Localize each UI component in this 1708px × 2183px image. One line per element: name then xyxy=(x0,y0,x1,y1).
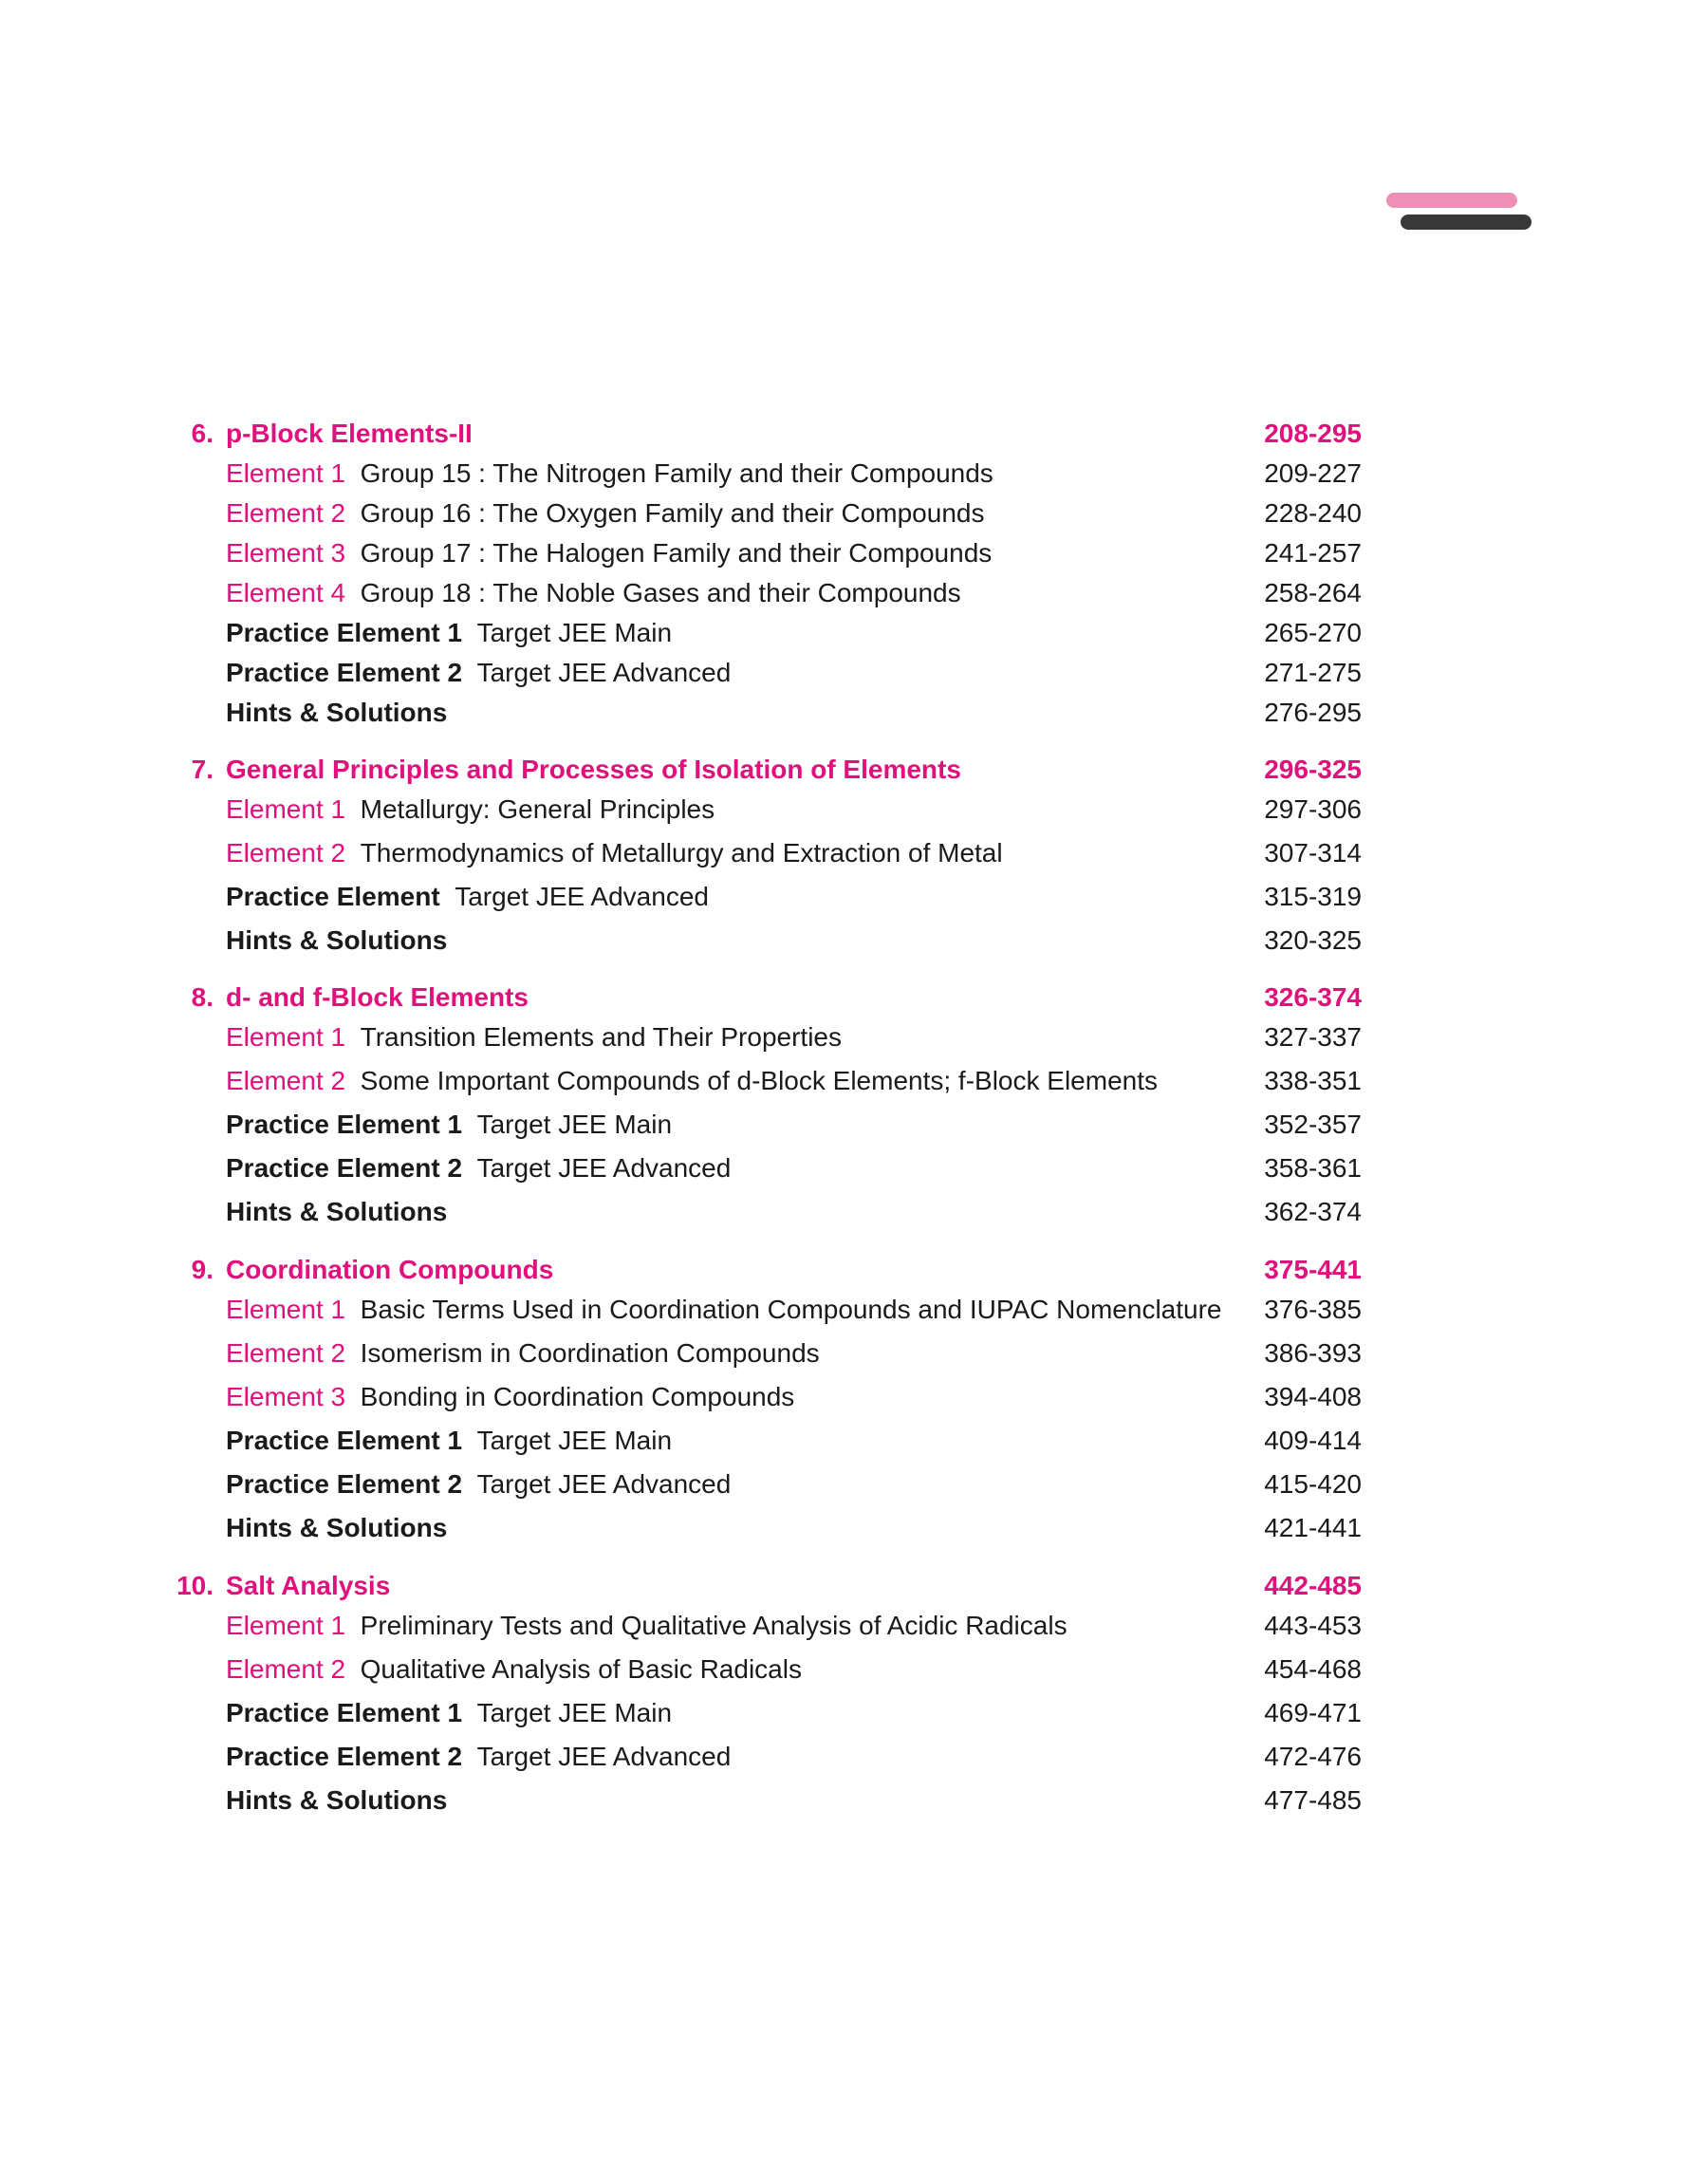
toc-entry-label xyxy=(226,1738,731,1776)
toc-entry[interactable] xyxy=(0,1018,1708,1056)
toc-entry-tag: Hints & Solutions xyxy=(226,1197,448,1226)
toc-entry-text: Target JEE Main xyxy=(476,1698,673,1727)
toc-entry[interactable] xyxy=(0,1422,1708,1460)
toc-entry[interactable] xyxy=(0,694,1708,732)
toc-entry-tag: Practice Element xyxy=(226,882,440,911)
toc-entry-page-range: 271-275 xyxy=(1264,658,1362,687)
toc-entry-page-range: 415-420 xyxy=(1264,1469,1362,1499)
toc-entry[interactable] xyxy=(0,1106,1708,1144)
toc-entry-tag: Practice Element 2 xyxy=(226,1153,463,1183)
toc-entry-page-range: 469-471 xyxy=(1264,1698,1362,1727)
toc-entry[interactable] xyxy=(0,922,1708,960)
toc-entry-label xyxy=(226,1651,802,1689)
toc-entry-text: Qualitative Analysis of Basic Radicals xyxy=(360,1654,802,1684)
toc-entry[interactable] xyxy=(0,1334,1708,1372)
toc-entry-label xyxy=(226,922,447,960)
chapter-title: p-Block Elements-II xyxy=(226,419,473,448)
toc-entry[interactable] xyxy=(0,654,1708,692)
toc-entry-page-range: 276-295 xyxy=(1264,698,1362,727)
chapter-heading[interactable] xyxy=(0,979,1708,1017)
toc-entry-label xyxy=(226,534,992,572)
toc-entry-page-range: 320-325 xyxy=(1264,925,1362,955)
toc-entry[interactable] xyxy=(0,494,1708,532)
toc-entry-text: Target JEE Advanced xyxy=(476,1469,732,1499)
chapter-title: General Principles and Processes of Isolation of Elements xyxy=(226,755,961,784)
toc-entry-page-range: 386-393 xyxy=(1264,1338,1362,1368)
toc-entry-page-range: 477-485 xyxy=(1264,1785,1362,1815)
toc-entry[interactable] xyxy=(0,1149,1708,1187)
toc-entry-text: Target JEE Advanced xyxy=(455,882,709,911)
toc-entry-tag: Hints & Solutions xyxy=(226,698,448,727)
toc-entry[interactable] xyxy=(0,878,1708,916)
chapter-title: d- and f-Block Elements xyxy=(226,982,529,1012)
toc-entry[interactable] xyxy=(0,1651,1708,1689)
toc-entry-text: Preliminary Tests and Qualitative Analysis of Acidic Radicals xyxy=(360,1611,1068,1640)
toc-entry-tag: Element 1 xyxy=(226,1611,346,1640)
chapter-page-range: 442-485 xyxy=(1264,1571,1362,1600)
toc-entry-page-range: 297-306 xyxy=(1264,794,1362,824)
chapter-heading[interactable] xyxy=(0,751,1708,789)
toc-entry-text: Target JEE Advanced xyxy=(476,1742,732,1771)
toc-entry-tag: Practice Element 1 xyxy=(226,1698,463,1727)
toc-entry-text: Some Important Compounds of d-Block Elements; f-Block Elements xyxy=(360,1066,1158,1095)
toc-entry-tag: Element 1 xyxy=(226,458,346,488)
toc-entry-text: Target JEE Main xyxy=(476,1110,673,1139)
chapter-title: Salt Analysis xyxy=(226,1571,391,1600)
toc-entry-text: Group 17 : The Halogen Family and their Compounds xyxy=(360,538,993,568)
toc-entry-label xyxy=(226,1334,820,1372)
toc-entry-page-range: 421-441 xyxy=(1264,1513,1362,1542)
toc-entry-label xyxy=(226,1149,731,1187)
toc-entry-page-range: 241-257 xyxy=(1264,538,1362,568)
toc-entry-text: Thermodynamics of Metallurgy and Extraction of Metal xyxy=(360,838,1003,868)
toc-entry-label xyxy=(226,1607,1068,1645)
toc-entry-label xyxy=(226,494,984,532)
toc-entry-page-range: 358-361 xyxy=(1264,1153,1362,1183)
toc-entry-tag: Practice Element 2 xyxy=(226,1469,463,1499)
toc-entry[interactable] xyxy=(0,1465,1708,1503)
chapter-heading[interactable] xyxy=(0,1567,1708,1605)
toc-entry-tag: Hints & Solutions xyxy=(226,1785,448,1815)
toc-entry[interactable] xyxy=(0,1378,1708,1416)
toc-entry-tag: Element 4 xyxy=(226,578,346,607)
chapter-number: 9. xyxy=(191,1255,214,1284)
toc-entry-tag: Practice Element 1 xyxy=(226,1426,463,1455)
toc-entry-text: Target JEE Main xyxy=(476,618,673,647)
toc-entry[interactable] xyxy=(0,834,1708,872)
toc-entry-tag: Element 1 xyxy=(226,794,346,824)
toc-entry-tag: Hints & Solutions xyxy=(226,1513,448,1542)
toc-entry-tag: Element 3 xyxy=(226,538,346,568)
toc-entry[interactable] xyxy=(0,614,1708,652)
chapter-number: 8. xyxy=(191,982,214,1012)
toc-entry-tag: Practice Element 2 xyxy=(226,658,463,687)
toc-entry-tag: Practice Element 1 xyxy=(226,618,463,647)
toc-entry[interactable] xyxy=(0,1062,1708,1100)
toc-entry-page-range: 265-270 xyxy=(1264,618,1362,647)
toc-entry-page-range: 443-453 xyxy=(1264,1611,1362,1640)
toc-entry-label xyxy=(226,694,447,732)
toc-entry-page-range: 454-468 xyxy=(1264,1654,1362,1684)
toc-entry[interactable] xyxy=(0,1694,1708,1732)
toc-entry-text: Transition Elements and Their Properties xyxy=(360,1022,842,1052)
chapter-heading[interactable] xyxy=(0,1251,1708,1289)
toc-entry-text: Basic Terms Used in Coordination Compounds and IUPAC Nomenclature xyxy=(360,1295,1222,1324)
toc-entry-page-range: 409-414 xyxy=(1264,1426,1362,1455)
toc-entry-page-range: 362-374 xyxy=(1264,1197,1362,1226)
chapter-title: Coordination Compounds xyxy=(226,1255,554,1284)
toc-entry-tag: Element 2 xyxy=(226,838,346,868)
toc-entry-page-range: 394-408 xyxy=(1264,1382,1362,1411)
chapter-number: 6. xyxy=(191,419,214,448)
toc-entry-label xyxy=(226,1193,447,1231)
toc-entry-label xyxy=(226,1422,672,1460)
toc-entry-label xyxy=(226,654,731,692)
toc-entry-tag: Practice Element 1 xyxy=(226,1110,463,1139)
toc-entry-label xyxy=(226,1106,672,1144)
toc-entry-tag: Element 2 xyxy=(226,1066,346,1095)
toc-entry-page-range: 472-476 xyxy=(1264,1742,1362,1771)
toc-entry-page-range: 352-357 xyxy=(1264,1110,1362,1139)
toc-entry[interactable] xyxy=(0,791,1708,829)
toc-entry-label xyxy=(226,1291,1221,1329)
toc-entry-label xyxy=(226,1694,672,1732)
toc-entry[interactable] xyxy=(0,1607,1708,1645)
toc-entry-tag: Element 2 xyxy=(226,498,346,528)
toc-entry-label xyxy=(226,574,961,612)
chapter-page-range: 375-441 xyxy=(1264,1255,1362,1284)
toc-entry[interactable] xyxy=(0,1738,1708,1776)
toc-entry-label xyxy=(226,1378,794,1416)
toc-entry-text: Metallurgy: General Principles xyxy=(360,794,715,824)
toc-entry-page-range: 315-319 xyxy=(1264,882,1362,911)
toc-entry-text: Target JEE Advanced xyxy=(476,658,732,687)
toc-entry-page-range: 338-351 xyxy=(1264,1066,1362,1095)
toc-entry-label xyxy=(226,1062,1158,1100)
toc-entry-page-range: 307-314 xyxy=(1264,838,1362,868)
toc-entry-text: Target JEE Advanced xyxy=(476,1153,732,1183)
chapter-page-range: 326-374 xyxy=(1264,982,1362,1012)
toc-entry[interactable] xyxy=(0,455,1708,493)
toc-entry[interactable] xyxy=(0,1291,1708,1329)
toc-entry-page-range: 228-240 xyxy=(1264,498,1362,528)
toc-entry-text: Bonding in Coordination Compounds xyxy=(360,1382,795,1411)
toc-entry-page-range: 258-264 xyxy=(1264,578,1362,607)
chapter-page-range: 208-295 xyxy=(1264,419,1362,448)
toc-entry-label xyxy=(226,791,715,829)
chapter-number: 7. xyxy=(191,755,214,784)
toc-entry-tag: Element 1 xyxy=(226,1022,346,1052)
toc-entry-page-range: 376-385 xyxy=(1264,1295,1362,1324)
toc-entry-tag: Element 1 xyxy=(226,1295,346,1324)
chapter-number: 10. xyxy=(176,1571,214,1600)
toc-entry-label xyxy=(226,1782,447,1819)
toc-entry[interactable] xyxy=(0,534,1708,572)
chapter-page-range: 296-325 xyxy=(1264,755,1362,784)
toc-entry-page-range: 209-227 xyxy=(1264,458,1362,488)
toc-entry-text: Group 16 : The Oxygen Family and their Compounds xyxy=(360,498,985,528)
toc-entry[interactable] xyxy=(0,574,1708,612)
toc-entry[interactable] xyxy=(0,1782,1708,1819)
toc-entry-text: Group 18 : The Noble Gases and their Compounds xyxy=(360,578,961,607)
toc-entry-tag: Element 3 xyxy=(226,1382,346,1411)
toc-entry-label xyxy=(226,834,1003,872)
toc-entry-text: Group 15 : The Nitrogen Family and their Compounds xyxy=(360,458,993,488)
toc-entry-tag: Element 2 xyxy=(226,1338,346,1368)
toc-entry-label xyxy=(226,878,709,916)
toc-entry-label xyxy=(226,1509,447,1547)
toc-entry-tag: Practice Element 2 xyxy=(226,1742,463,1771)
toc-entry[interactable] xyxy=(0,1509,1708,1547)
toc-entry-tag: Element 2 xyxy=(226,1654,346,1684)
toc-entry-label xyxy=(226,1465,731,1503)
toc-entry[interactable] xyxy=(0,1193,1708,1231)
toc-entry-tag: Hints & Solutions xyxy=(226,925,448,955)
toc-entry-label xyxy=(226,455,993,493)
toc-entry-text: Isomerism in Coordination Compounds xyxy=(360,1338,820,1368)
chapter-heading[interactable] xyxy=(0,415,1708,453)
toc-entry-label xyxy=(226,1018,842,1056)
toc-entry-text: Target JEE Main xyxy=(476,1426,673,1455)
toc-entry-page-range: 327-337 xyxy=(1264,1022,1362,1052)
toc-entry-label xyxy=(226,614,672,652)
